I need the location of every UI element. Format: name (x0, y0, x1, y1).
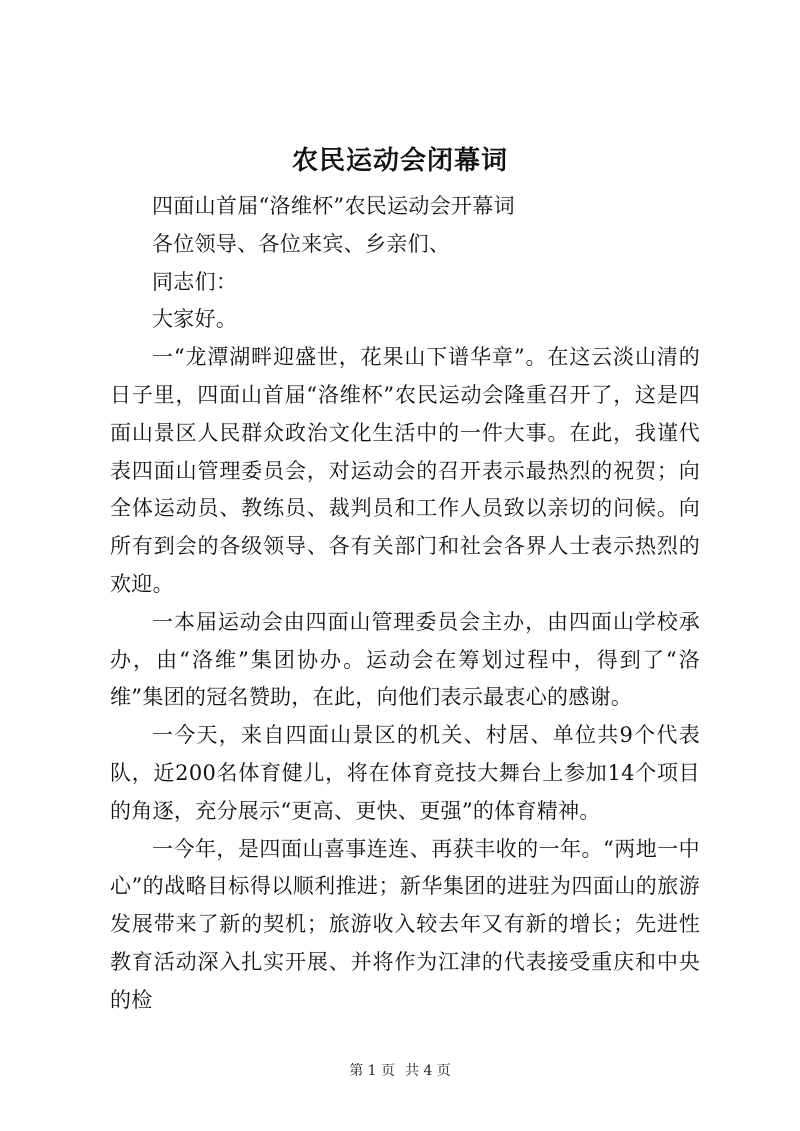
document-title: 农民运动会闭幕词 (291, 146, 508, 176)
paragraph-participants: 一今天，来自四面山景区的机关、村居、单位共9个代表队，近200名体育健儿，将在体育竞技大舞台上参加14个项目的角逐，充分展示“更高、更快、更强”的体育精神。 (110, 723, 700, 823)
page-footer (0, 1060, 800, 1080)
paragraph-greeting-2: 同志们： (152, 269, 238, 294)
document-body (110, 188, 700, 1020)
page-number: 第 1 页 (349, 1063, 395, 1079)
paragraph-opening: 一“龙潭湖畔迎盛世，花果山下谱华章”。在这云淡山清的日子里，四面山首届“洛维杯”农民运动会隆重召开了，这是四面山景区人民群众政治文化生活中的一件大事。在此，我谨代表四面山管理委员会，对运动会的召开表示最热烈的祝贺；向全体运动员、教练员、裁判员和工作人员致以亲切的问候。向所有到会的各级领导、各有关部门和社会各界人士表示热烈的欢迎。 (110, 345, 700, 596)
page-total: 共 4 页 (405, 1063, 451, 1079)
paragraph-achievements: 一今年，是四面山喜事连连、再获丰收的一年。“两地一中心”的战略目标得以顺利推进；新华集团的进驻为四面山的旅游发展带来了新的契机；旅游收入较去年又有新的增长；先进性教育活动深入扎实开展、并将作为江津的代表接受重庆和中央的检 (110, 836, 700, 1012)
paragraph-greeting-1: 各位领导、各位来宾、乡亲们、 (152, 231, 451, 256)
paragraph-subtitle: 四面山首届“洛维杯”农民运动会开幕词 (152, 194, 515, 218)
paragraph-organizers: 一本届运动会由四面山管理委员会主办，由四面山学校承办，由“洛维”集团协办。运动会在筹划过程中，得到了“洛维”集团的冠名赞助，在此，向他们表示最衷心的感谢。 (110, 609, 700, 710)
paragraph-greeting-3: 大家好。 (152, 307, 238, 332)
